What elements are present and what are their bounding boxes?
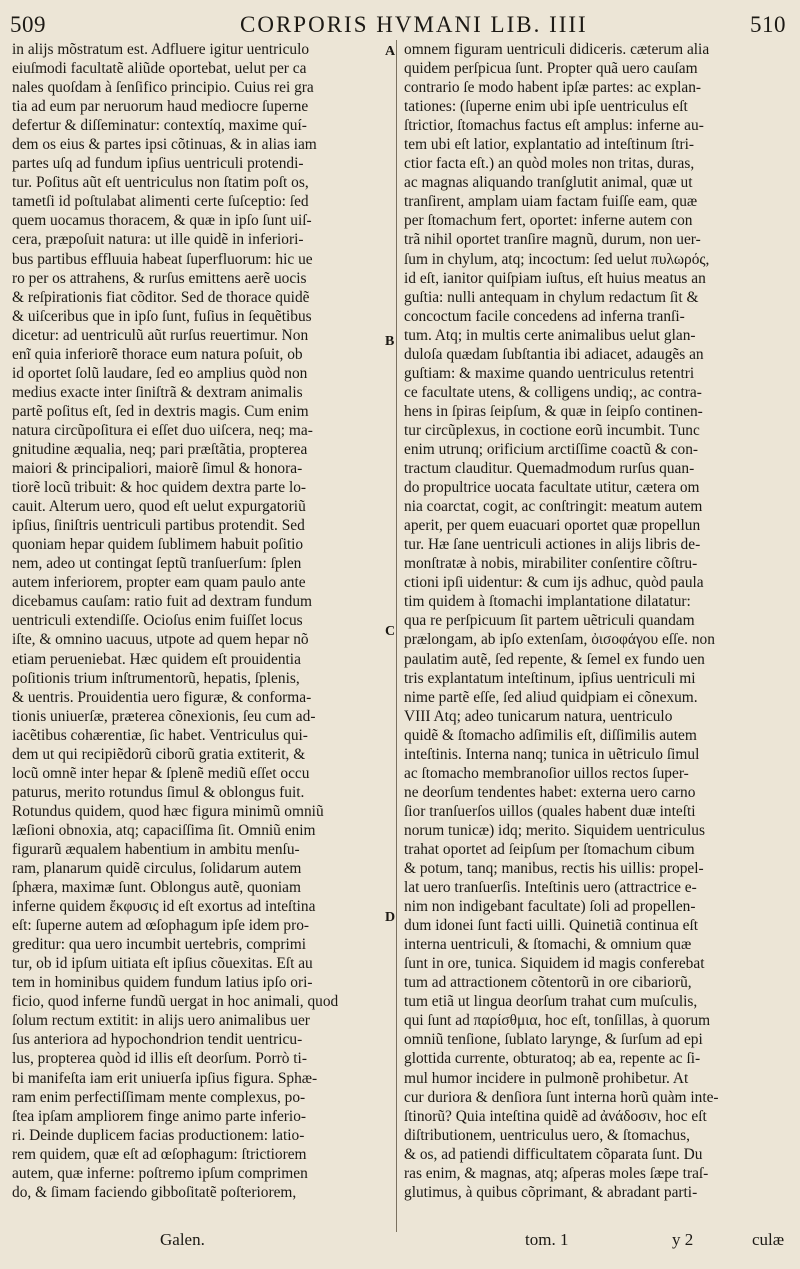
- text-line: interna uentriculi, & ſtomachi, & omnium quæ: [404, 936, 692, 954]
- text-line: quidẽ & ſtomacho adſimilis eſt, diſſimilis autem: [404, 726, 697, 744]
- text-line: ne deorſum tendentes habet: externa uero carno: [404, 783, 696, 801]
- text-line: enĩ quia inferiorẽ thorace eum natura poſuit, ob: [12, 345, 303, 363]
- text-line: tris explantatum inteſtinum, ipſius uentriculi mi: [404, 669, 696, 687]
- text-line: partes uſq ad fundum ipſius uentriculi protendi-: [12, 155, 304, 173]
- text-line: quidem perſpicua ſunt. Propter quã uero cauſam: [404, 60, 698, 78]
- text-line: hens in ſpiras ſeipſum, & quæ in ſeipſo continen-: [404, 402, 703, 420]
- text-line: monſtratæ à nobis, mirabiliter conſentire cõſtru-: [404, 555, 698, 573]
- margin-letter-a: A: [385, 44, 396, 59]
- text-line: aperit, per quem euacuari oportet quæ propellun: [404, 517, 701, 535]
- text-line: eiuſmodi facultatẽ aliũde oportebat, uelut per ca: [12, 60, 307, 78]
- text-line: partẽ poſitus eſt, ſed in dextris magis. Cum enim: [12, 402, 309, 420]
- text-line: cauit. Alterum uero, quod eſt uelut expurgatoriũ: [12, 498, 306, 516]
- text-line: nim non indigebant facultate) ſoli ad propellen-: [404, 898, 696, 916]
- page-number-right: 510: [750, 12, 786, 37]
- text-line: nime partẽ eſſe, ſed aliud quidpiam ei cõnexum.: [404, 688, 698, 706]
- text-line: tur circũplexus, in coctione eorũ incumbit. Tunc: [404, 421, 700, 439]
- text-line: tiorẽ locũ tribuit: & hoc quidem dextra parte lo-: [12, 479, 307, 497]
- text-line: ſphæra, maximæ ſunt. Oblongus autẽ, quoniam: [12, 879, 301, 897]
- text-line: tia ad eum par neruorum haud mediocre ſuperne: [12, 98, 309, 116]
- text-line: trahat oportet ad ſeipſum per ſtomachum cibum: [404, 840, 695, 858]
- text-line: qua re perſpicuum ſit partem uẽtriculi quandam: [404, 612, 695, 630]
- text-line: tem ubi eſt latior, explantatio ad inteſtinum ſtri-: [404, 136, 695, 154]
- text-line: ram, planarum quidẽ circulus, ſolidarum autem: [12, 860, 302, 878]
- text-line: ficio, quod inferne fundũ uergat in hoc animali, quod: [12, 993, 339, 1011]
- text-line: autem inferiorem, propter eam quam paulo ante: [12, 574, 306, 592]
- text-line: id eſt, ianitor quiſpiam iuſtus, eſt huius meatus an: [404, 269, 706, 287]
- text-line: etiam perueniebat. Hæc quidem eſt prouidentia: [12, 650, 301, 668]
- text-line: iacẽtibus cohærentiæ, ſic habet. Ventriculus qui-: [12, 726, 308, 744]
- text-line: tur. Poſitus aũt eſt uentriculus non ſtatim poſt os,: [12, 174, 309, 192]
- text-line: ſolum rectum extitit: in alijs uero animalibus uer: [12, 1012, 310, 1030]
- text-line: enim utrunq; orificium arctiſſime coactũ & con-: [404, 440, 699, 458]
- text-line: per ſtomachum fert, oportet: inferne autem con: [404, 212, 693, 230]
- text-line: bi manifeſta iam erit uniuerſa ipſius figura. Sphæ-: [12, 1069, 318, 1087]
- margin-letter-b: B: [385, 334, 395, 349]
- text-line: Rotundus quidem, quod hæc figura minimũ omniũ: [12, 802, 324, 820]
- text-line: figurarũ æqualem habentium in ambitu menſu-: [12, 840, 300, 858]
- text-line: iſte, & omnino uacuus, utpote ad quem hepar nõ: [12, 631, 309, 649]
- text-line: & uentris. Prouidentia uero figuræ, & conforma-: [12, 688, 312, 706]
- text-line: ſtrictior, ſtomachus factus eſt amplus: inferne au-: [404, 117, 704, 135]
- text-line: dem ut qui recipiẽdorũ ciborũ gratia extiterit, &: [12, 745, 306, 763]
- text-line: ac ſtomacho membranoſior uillos rectos ſuper-: [404, 764, 689, 782]
- text-line: duloſa quædam ſubſtantia ibi adiacet, adaugẽs an: [404, 345, 704, 363]
- text-line: prælongam, ab ipſo extenſam, ὀισοφάγου eſſe. non: [404, 631, 715, 649]
- text-line: nia coarctat, cogit, ac conſtringit: meatum autem: [404, 498, 703, 516]
- text-line: trã nihil oportet tranſire magnũ, durum, non uer-: [404, 231, 701, 249]
- text-line: dicebamus cauſam: ratio fuit ad dextram fundum: [12, 593, 313, 611]
- text-line: nales quoſdam à ſenſifico principio. Cuius rei gra: [12, 79, 314, 97]
- text-line: quoniam hepar quidem ſublimem habuit poſitio: [12, 536, 304, 554]
- text-line: natura circũpoſitura ei eſſet duo uiſcera, neq; ma-: [12, 421, 313, 439]
- text-line: dum idonei ſunt facti uilli. Quinetiã continua eſt: [404, 917, 699, 935]
- text-line: glutimus, à quibus cõprimant, & abradant parti-: [404, 1183, 698, 1201]
- text-line: lat uero tranſuerſis. Inteſtinis uero (attractrice e-: [404, 879, 697, 897]
- text-line: mul humor incidere in pulmonẽ prohibetur. At: [404, 1069, 689, 1087]
- text-line: læſioni obnoxia, atq; capaciſſima ſit. Omniũ enim: [12, 821, 316, 839]
- text-line: tum ad attractionem cõtentorũ in ore cibariorũ,: [404, 974, 692, 992]
- text-line: guſtiam: & maxime quando uentriculus retentri: [404, 364, 695, 382]
- text-line: guſtia: nulli antequam in chylum redactum ſit &: [404, 288, 699, 306]
- text-line: medius exacte inter ſiniſtrã & dextram animalis: [12, 383, 303, 401]
- text-line: ri. Deinde duplicem facias productionem: latio-: [12, 1126, 305, 1144]
- text-line: diſtributionem, uentriculus uero, & ſtomachus,: [404, 1126, 690, 1144]
- text-line: defertur & diſſeminatur: contextíq, maxime quí-: [12, 117, 307, 135]
- text-line: & potum, tanq; manibus, rectis his uillis: propel-: [404, 860, 704, 878]
- text-line: eſt: ſuperne autem ad œſophagum ipſe idem pro-: [12, 917, 310, 935]
- text-line: tationes: (ſuperne enim ubi ipſe uentriculus eſt: [404, 98, 688, 116]
- text-line: contrario ſe modo habent ipſæ partes: ac explan-: [404, 79, 702, 97]
- text-line: quem uocamus thoracem, & quæ in ipſo ſunt uiſ-: [12, 212, 312, 230]
- left-column: [12, 40, 390, 1202]
- text-line: ipſius, ſiniſtris uentriculi partibus protendit. Sed: [12, 517, 305, 535]
- text-line: do propultrice uocata facultate utitur, cætera om: [404, 479, 700, 497]
- text-line: qui ſunt ad παρίσθμια, hoc eſt, tonſillas, à quorum: [404, 1012, 711, 1030]
- text-line: autem, quæ inferne: poſtremo ipſum comprimen: [12, 1164, 308, 1182]
- text-line: ſtea ipſam ampliorem finge animo parte inferio-: [12, 1107, 307, 1125]
- text-line: ſunt in ore, tunica. Siquidem id magis conferebat: [404, 955, 705, 973]
- text-line: ram enim perfectiſſimam mente complexus, po-: [12, 1088, 306, 1106]
- text-line: ctioni ipſi uidentur: & cum ijs adhuc, quòd paula: [404, 574, 704, 592]
- margin-letter-d: D: [385, 910, 396, 925]
- text-line: ac magnas aliquando tranſglutit animal, quæ ut: [404, 174, 693, 192]
- text-line: cera, præpoſuit natura: ut ille quidẽ in inferiori-: [12, 231, 304, 249]
- text-line: rem quidem, quæ eſt ad œſophagum: ſtrictiorem: [12, 1145, 307, 1163]
- page-number-left: 509: [10, 12, 46, 37]
- text-line: id oportet ſolũ laudare, ſed eo amplius quòd non: [12, 364, 308, 382]
- text-line: ctior facta eſt.) an quòd moles non tritas, duras,: [404, 155, 695, 173]
- text-line: inferne quidem ἔκφυσις id eſt exortus ad inteſtina: [12, 898, 316, 916]
- text-line: & uiſceribus que in ipſo ſunt, fuſius in ſequẽtibus: [12, 307, 312, 325]
- volume-mark: tom. 1: [525, 1230, 569, 1249]
- text-line: ſum in chylum, atq; incoctum: ſed uelut πυλωρός,: [404, 250, 710, 268]
- text-line: tum. Atq; in multis certe animalibus uelut glan-: [404, 326, 696, 344]
- text-line: locũ omnẽ inter hepar & ſplenẽ mediũ eſſet occu: [12, 764, 310, 782]
- text-line: concoctum facile concedens ad inferna tranſi-: [404, 307, 685, 325]
- running-title: CORPORIS HVMANI LIB. IIII: [240, 12, 588, 37]
- text-line: gnitudine æqualia, neq; pari præſtãtia, propterea: [12, 440, 308, 458]
- text-line: & reſpirationis fiat cõditor. Sed de thorace quidẽ: [12, 288, 310, 306]
- text-line: tametſi id poſtulabat alimenti certe ſuſceptio: ſed: [12, 193, 309, 211]
- text-line: omniũ tenſione, ſublato larynge, & ſurſum ad epi: [404, 1031, 703, 1049]
- text-line: do, & ſimam faciendo gibboſitatẽ poſteriorem,: [12, 1183, 297, 1201]
- text-line: VIII Atq; adeo tunicarum natura, uentriculo: [404, 707, 673, 725]
- running-head: [0, 8, 800, 42]
- text-line: paturus, merito rotundus ſimul & oblongus fuit.: [12, 783, 305, 801]
- text-line: ro per os attrahens, & rurſus emittens aerẽ uocis: [12, 269, 307, 287]
- text-line: inteſtinis. Interna nanq; tunica in uẽtriculo ſimul: [404, 745, 700, 763]
- text-line: tranſirent, amplam uiam factam fuiſſe eam, quæ: [404, 193, 698, 211]
- text-line: cur duriora & denſiora ſunt interna horũ quàm inte-: [404, 1088, 719, 1106]
- text-line: glottida currente, obturatoq; ab ea, repente ac ſi-: [404, 1050, 701, 1068]
- text-line: in alijs mõstratum est. Adfluere igitur uentriculo: [12, 41, 310, 58]
- margin-letter-c: C: [385, 624, 396, 639]
- text-line: dicetur: ad uentriculũ aũt rurſus reuertimur. Non: [12, 326, 309, 344]
- text-line: tem in hominibus quidem fundum latius ipſo ori-: [12, 974, 313, 992]
- text-line: ſus anteriora ad hypochondrion tendit uentricu-: [12, 1031, 303, 1049]
- text-line: tur, ob id ipſum uitiata eſt ipſius cõuexitas. Eſt au: [12, 955, 313, 973]
- text-line: maiori & principaliori, maiorẽ ſimul & honora-: [12, 460, 303, 478]
- text-line: omnem figuram uentriculi didiceris. cæterum alia: [404, 41, 710, 58]
- text-line: tim quidem à ſtomachi implantatione dilatatur:: [404, 593, 691, 611]
- column-divider: [396, 40, 397, 1232]
- text-line: paulatim autẽ, ſed repente, & ſemel ex fundo uen: [404, 650, 705, 668]
- text-line: dem os eius & partes ipsi cõtinuas, & in alias iam: [12, 136, 317, 154]
- text-line: norum tunicæ) idq; merito. Siquidem uentriculus: [404, 821, 705, 839]
- text-line: & os, ad patiendi difficultatem cõparata ſunt. Du: [404, 1145, 703, 1163]
- text-line: uentriculi extendiſſe. Ocioſus enim fuiſſet locus: [12, 612, 303, 630]
- catchword-right: culæ: [752, 1230, 785, 1249]
- text-line: tractum clauditur. Quemadmodum rurſus quan-: [404, 460, 695, 478]
- text-line: nem, adeo ut contingat ſeptũ tranſuerſum: ſplen: [12, 555, 302, 573]
- text-line: ſtinorũ? Quia inteſtina quidẽ ad ἀνάδοσιν, hoc eſt: [404, 1107, 707, 1125]
- text-line: ras enim, & magnas, atq; aſperas moles ſæpe traſ-: [404, 1164, 709, 1182]
- text-line: poſitionis trium inſtrumentorũ, hepatis, ſplenis,: [12, 669, 300, 687]
- text-line: tum etiã ut lingua deorſum trahat cum muſculis,: [404, 993, 698, 1011]
- text-line: bus partibus effluuia habeat ſuperfluorum: hic ue: [12, 250, 313, 268]
- text-line: tionis uniuerſæ, præterea cõnexionis, ſeu cum ad-: [12, 707, 316, 725]
- text-line: greditur: qua uero incumbit uertebris, comprimi: [12, 936, 307, 954]
- catchword-left: Galen.: [160, 1230, 205, 1249]
- signature-mark: y 2: [672, 1230, 694, 1249]
- text-line: tur. Hæ ſane uentriculi actiones in alijs libris de-: [404, 536, 701, 554]
- text-line: lus, propterea quòd id illis eſt deorſum. Porrò ti-: [12, 1050, 307, 1068]
- text-line: ce facultate utens, & colligens undiq;, ac contra-: [404, 383, 702, 401]
- text-line: ſior tranſuerſos uillos (quales habent duæ inteſti: [404, 802, 696, 820]
- right-column: [404, 40, 788, 1202]
